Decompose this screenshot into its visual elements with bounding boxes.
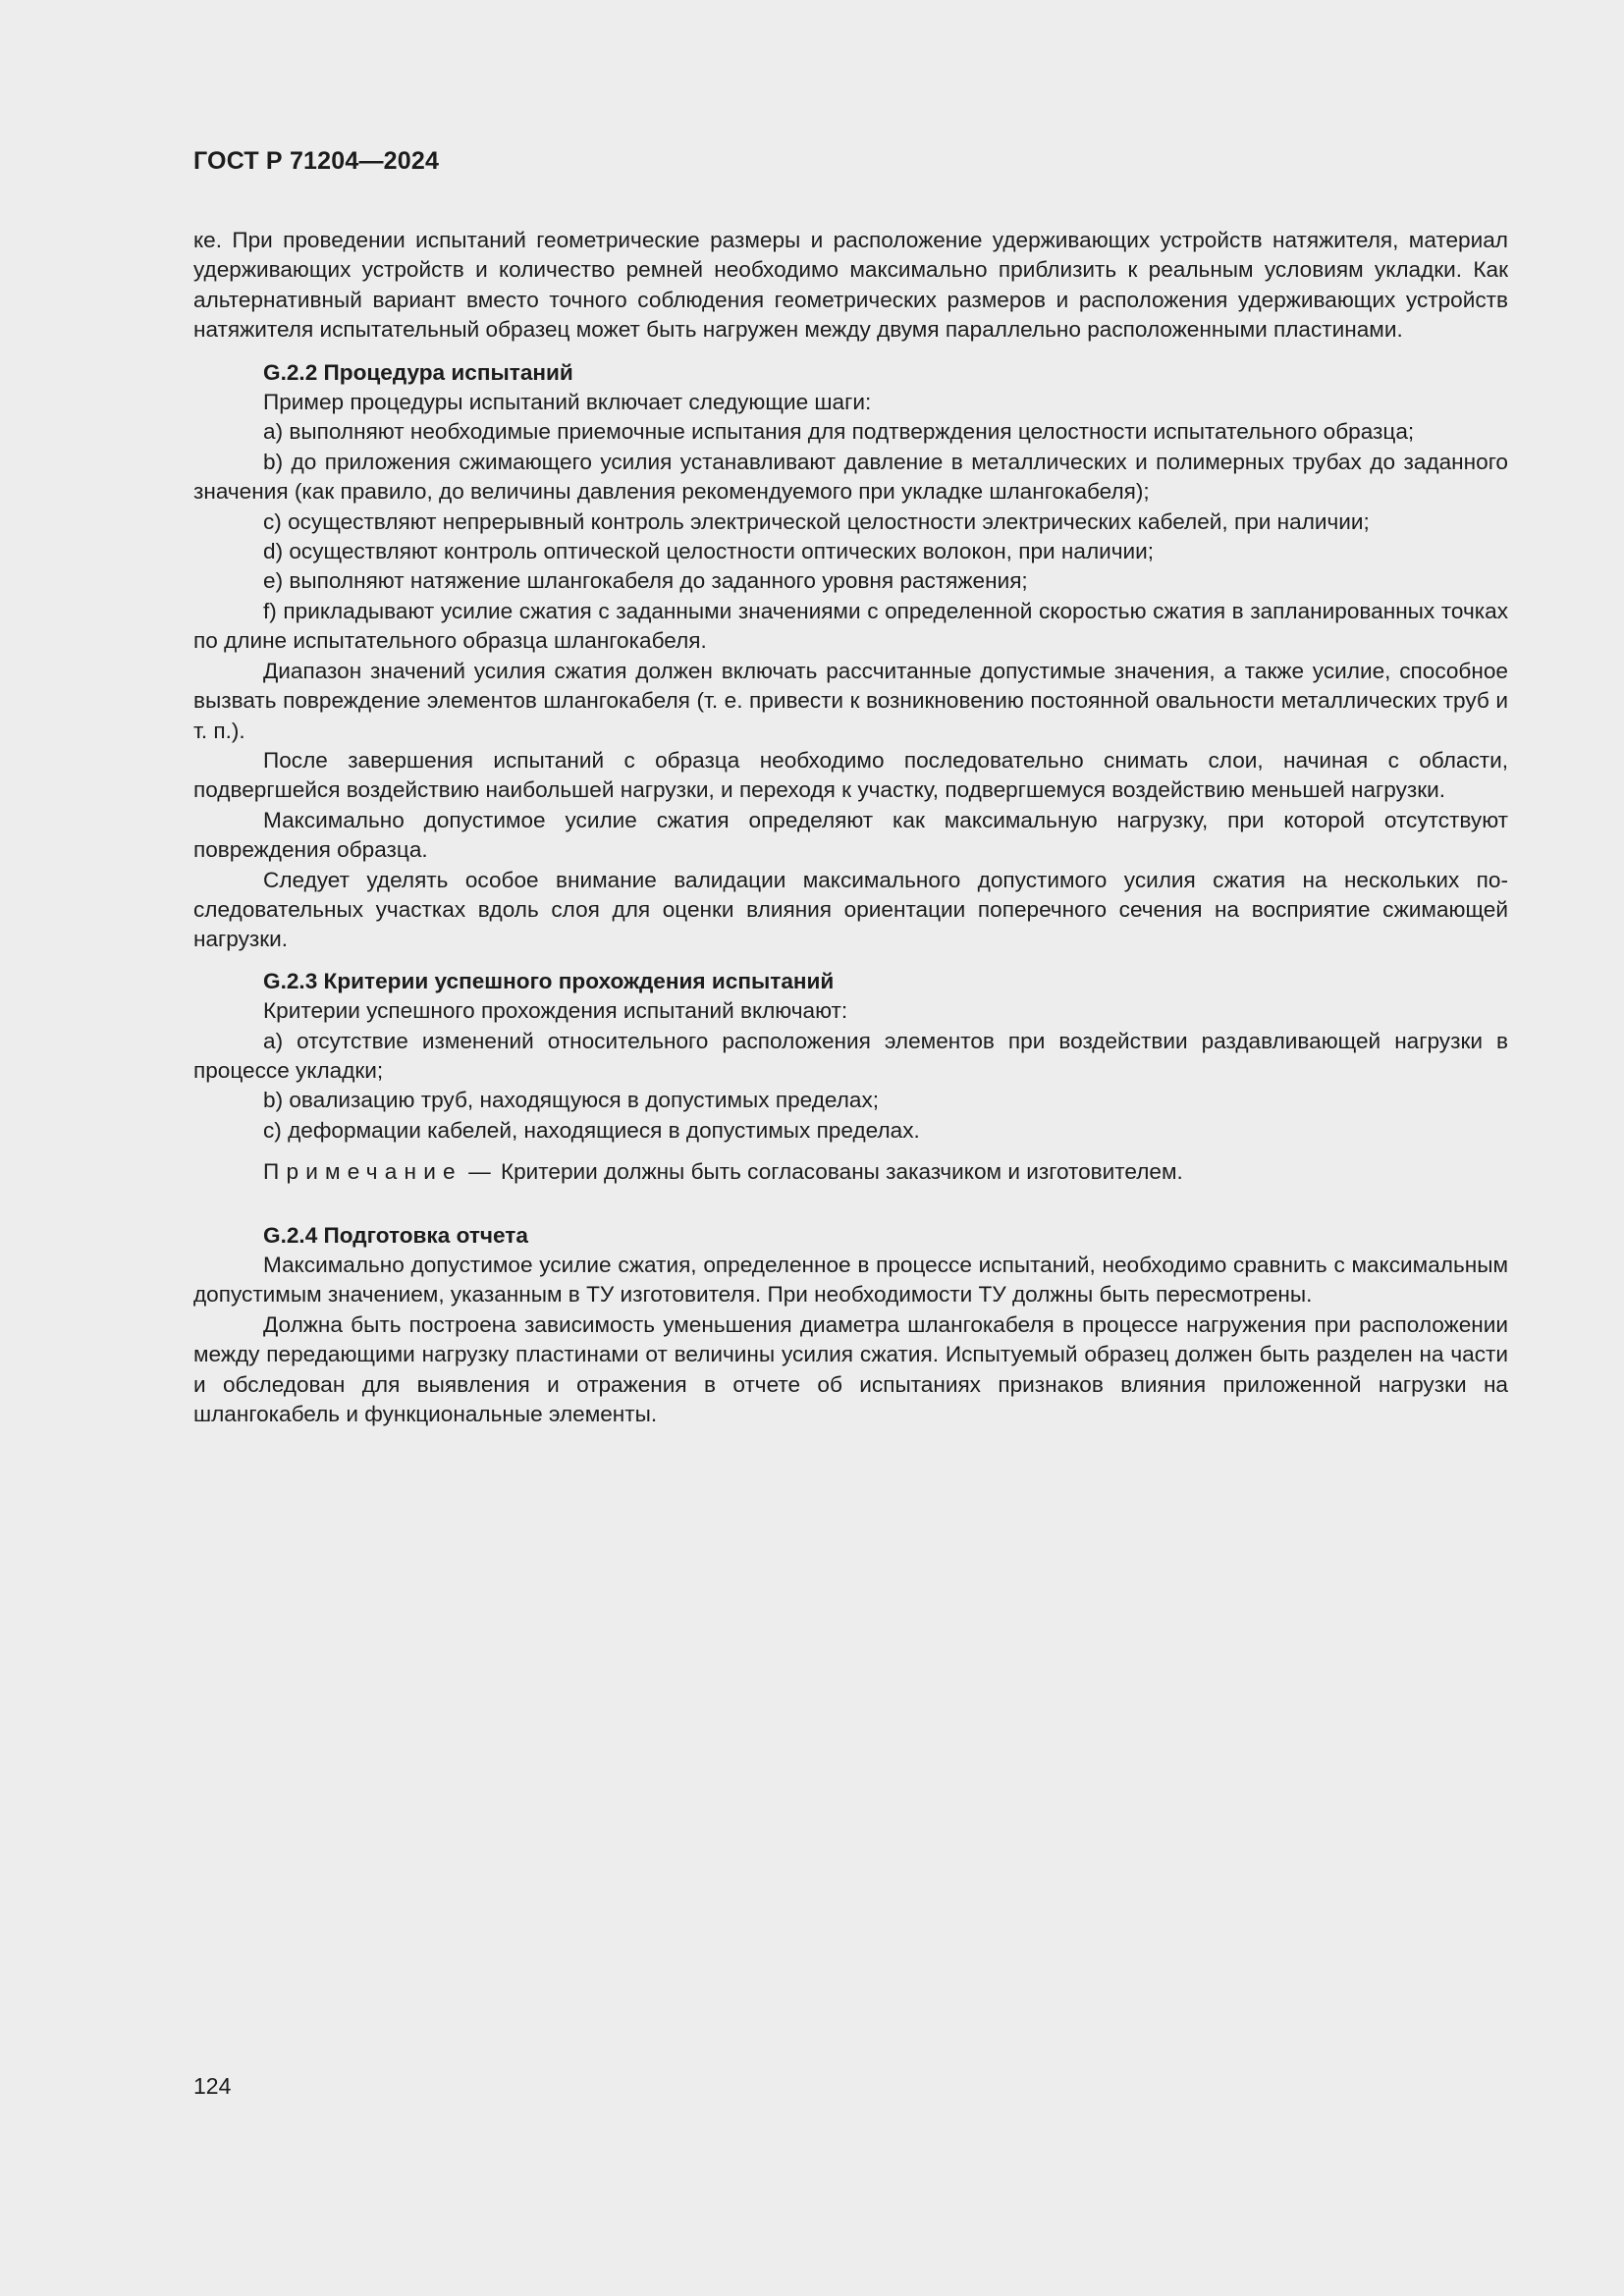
list-item: c) осуществляют непрерывный контроль электрической целостности электрических кабелей, при наличии; [263,508,1370,534]
note-label: Примечание [263,1159,462,1185]
section-heading-g22: G.2.2 Процедура испытаний [263,359,573,385]
list-item: a) выполняют необходимые приемочные испытания для подтверждения целостности испытательного образца; [263,419,1415,445]
body-paragraph: Следует уделять особое внимание валидации максимального допустимого усилия сжатия на нескольких последовательных участках вдоль слоя для оценки влияния ориентации поперечного сечения на восприятие сжимающей нагрузки. [193,867,1508,952]
section-heading-g23: G.2.3 Критерии успешного прохождения испытаний [263,968,835,993]
note [193,1157,1508,1187]
document-header: ГОСТ Р 71204—2024 [193,147,440,175]
section-lead: Пример процедуры испытаний включает следующие шаги: [263,390,872,415]
body-paragraph: После завершения испытаний с образца необходимо последовательно снимать слои, начиная с области, подвергшейся воздействию наибольшей нагрузки, и переходя к участку, подвергшемуся воздействию меньшей нагрузки. [193,747,1508,803]
note-text: Критерии должны быть согласованы заказчиком и изготовителем. [500,1159,1183,1185]
note-dash: — [468,1159,491,1185]
page-number: 124 [193,2073,232,2099]
list-item: c) деформации кабелей, находящиеся в допустимых пределах. [263,1117,920,1143]
document-body [193,226,1508,1429]
list-item: a) отсутствие изменений относительного расположения элементов при воздействии раздавливающей нагрузки в процессе укладки; [193,1028,1508,1083]
section-heading-g24: G.2.4 Подготовка отчета [263,1222,528,1248]
list-item: b) овализацию труб, находящуюся в допустимых пределах; [263,1088,880,1113]
list-item: b) до приложения сжимающего усилия устанавливают давление в металлических и полимерных трубах до заданного значения (как правило, до величины давления рекомендуемого при укладке шлангокабеля); [193,449,1508,505]
intro-paragraph: ке. При проведении испытаний геометрические размеры и расположение удерживающих устройств натяжителя, материал удерживающих устройств и количество ремней необходимо максимально приблизить к реальным условиям укладки. Как альтернативный вариант вместо точного соблюдения геометрических размеров и расположения удерживающих устройств натяжителя испытательный образец может быть нагружен между двумя параллельно расположенными пластинами. [193,228,1508,343]
section-lead: Критерии успешного прохождения испытаний включают: [263,998,848,1024]
body-paragraph: Максимально допустимое усилие сжатия, определенное в процессе испытаний, необходимо сравнить с максимальным допустимым значением, указанным в ТУ изготовителя. При необходимости ТУ должны быть пересмотрены. [193,1253,1508,1308]
list-item: e) выполняют натяжение шлангокабеля до заданного уровня растяжения; [263,568,1028,594]
body-paragraph: Должна быть построена зависимость уменьшения диаметра шлангокабеля в процессе нагружения при расположении между передающими нагрузку пластинами от величины усилия сжатия. Испытуемый образец должен быть разделен на части и обследован для выявления и отражения в отчете об испытаниях признаков влияния приложенной нагрузки на шлангокабель и функциональные элементы. [193,1311,1508,1427]
body-paragraph: Диапазон значений усилия сжатия должен включать рассчитанные допустимые значения, а также усилие, способное вызвать повреждение элементов шлангокабеля (т. е. привести к возникновению постоянной овальности металлических труб и т. п.). [193,658,1508,743]
body-paragraph: Максимально допустимое усилие сжатия определяют как максимальную нагрузку, при которой отсутствуют повреждения образца. [193,807,1508,863]
list-item: f) прикладывают усилие сжатия с заданными значениями с определенной скоростью сжатия в запланированных точках по длине испытательного образца шлангокабеля. [193,598,1508,654]
list-item: d) осуществляют контроль оптической целостности оптических волокон, при наличии; [263,539,1155,564]
